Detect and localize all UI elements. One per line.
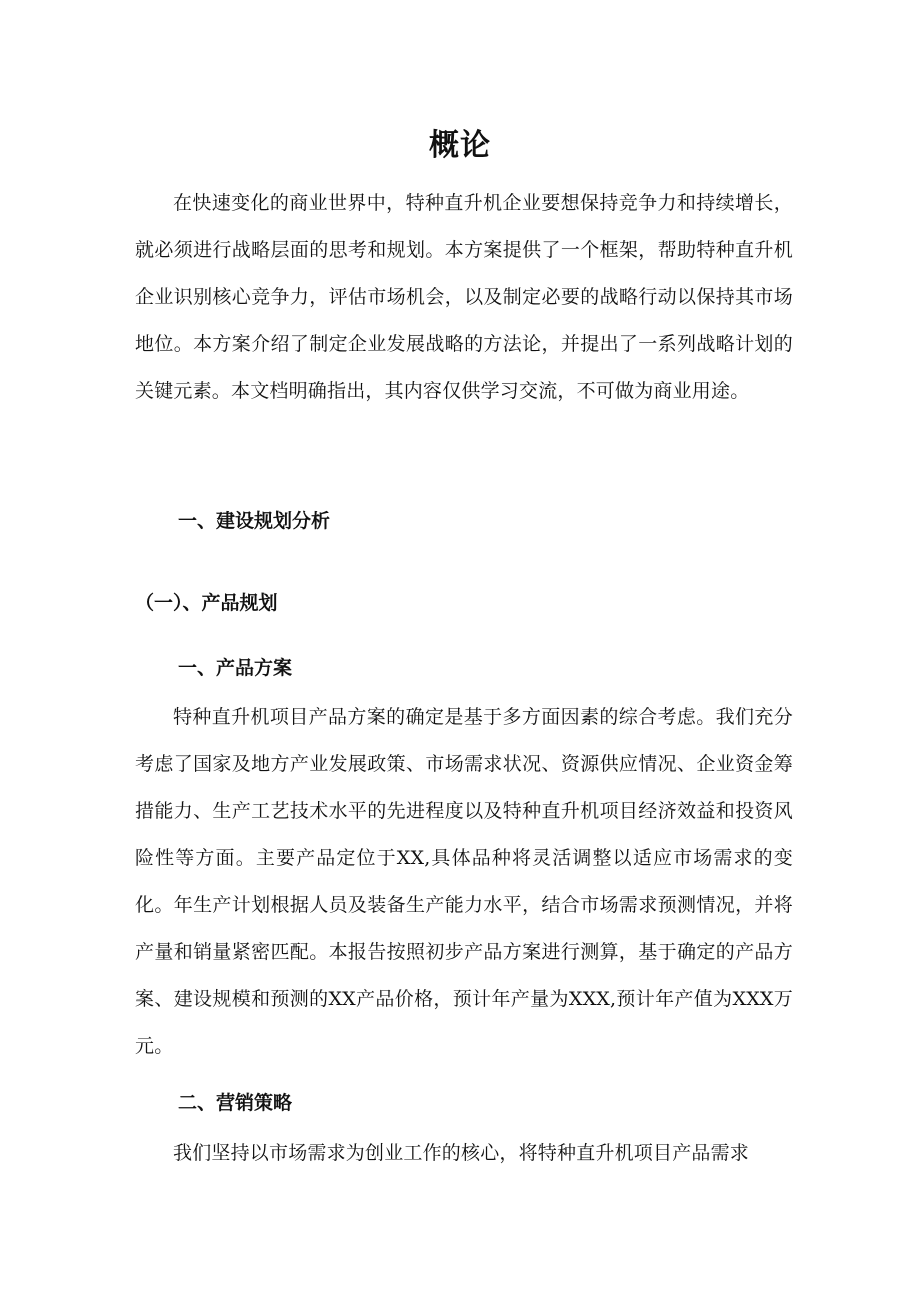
subsection-heading-product-planning: （一）、产品规划	[135, 592, 278, 614]
item-heading-marketing-strategy: 二、营销策略	[178, 1092, 293, 1114]
document-title: 概论	[429, 128, 491, 164]
product-scheme-paragraph: 特种直升机项目产品方案的确定是基于多方面因素的综合考虑。我们充分考虑了国家及地方产业发展政策、市场需求状况、资源供应情况、企业资金筹措能力、生产工艺技术水平的先进程度以及特种直升机项目经济效益和投资风险性等方面。主要产品定位于XX,具体品种将灵活调整以适应市场需求的变化。年生产计划根据人员及装备生产能力水平，结合市场需求预测情况，并将产量和销量紧密匹配。本报告按照初步产品方案进行测算，基于确定的产品方案、建设规模和预测的XX产品价格，预计年产量为XXX,预计年产值为XXX万元。	[135, 706, 793, 1057]
marketing-strategy-paragraph: 我们坚持以市场需求为创业工作的核心，将特种直升机项目产品需求	[173, 1142, 750, 1164]
intro-paragraph: 在快速变化的商业世界中，特种直升机企业要想保持竞争力和持续增长，就必须进行战略层面的思考和规划。本方案提供了一个框架，帮助特种直升机企业识别核心竞争力，评估市场机会，以及制定必要的战略行动以保持其市场地位。本方案介绍了制定企业发展战略的方法论，并提出了一系列战略计划的关键元素。本文档明确指出，其内容仅供学习交流，不可做为商业用途。	[135, 192, 793, 402]
item-heading-product-scheme: 一、产品方案	[178, 657, 293, 679]
section-heading-construction-planning: 一、建设规划分析	[178, 510, 331, 532]
